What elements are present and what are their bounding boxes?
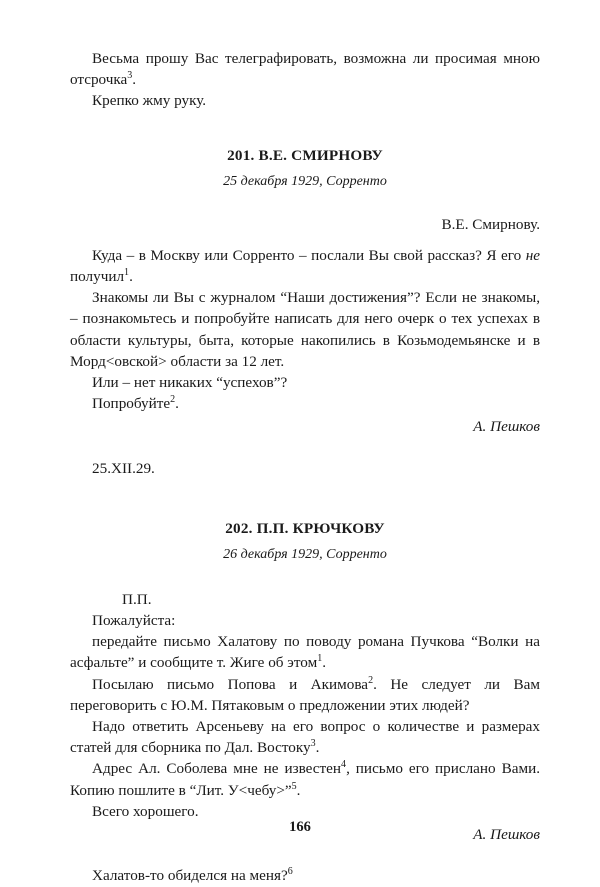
paragraph-201-2	[70, 287, 540, 372]
page-content	[70, 48, 540, 886]
dateline-text: 25.XII.29.	[92, 459, 155, 477]
paragraph-text: Адрес Ал. Соболева мне не известен	[92, 760, 342, 778]
emphasis-text: не	[525, 246, 540, 264]
spacer	[70, 438, 540, 458]
paragraph-text: Халатов-то обиделся на меня?	[92, 867, 288, 885]
paragraph-text: Надо ответить Арсеньеву на его вопрос о количестве и размерах статей для сборника по Дал. Востоку	[70, 718, 540, 757]
page-number: 166	[289, 819, 311, 835]
paragraph-text: Пожалуйста:	[92, 612, 176, 630]
paragraph-text-end: .	[129, 268, 133, 286]
paragraph-tail-1	[70, 48, 540, 90]
paragraph-202-4	[70, 716, 540, 758]
spacer	[70, 565, 540, 589]
paragraph-tail-2	[70, 90, 540, 111]
paragraph-text-end: .	[175, 395, 179, 413]
letter-signature-201: А. Пешков	[473, 418, 540, 436]
paragraph-text: Попробуйте	[92, 395, 171, 413]
letter-dateline-201	[70, 458, 540, 479]
footnote-marker: 4	[341, 759, 347, 771]
paragraph-text: Посылаю письмо Попова и Акимова	[92, 675, 369, 693]
paragraph-text: Или – нет никаких “успехов”?	[92, 374, 288, 392]
footnote-marker-2: 5	[291, 780, 297, 792]
footnote-marker: 2	[170, 394, 176, 406]
paragraph-text-2: . Не следует ли Вам переговорить с Ю.М. Пятаковым о предложении этих людей?	[70, 675, 540, 714]
footnote-marker: 1	[317, 653, 323, 665]
letter-title-202: 202. П.П. КРЮЧКОВУ	[225, 519, 385, 537]
paragraph-text-end: .	[296, 781, 301, 799]
paragraph-text: передайте письмо Халатову по поводу романа Пучкова “Волки на асфальте” и сообщите т. Жиге об этом	[70, 633, 540, 672]
footnote-marker: 3	[127, 70, 133, 82]
paragraph-201-3	[70, 372, 540, 393]
paragraph-text: Знакомы ли Вы с журналом “Наши достижения”? Если не знакомы, – познакомьтесь и попробуйте написать для него очерк о тех успехах в области культуры, быта, которые накопились в Козьмодемьянске и в Морд<овской> области за 12 лет.	[70, 289, 540, 370]
paragraph-text-2: получил	[70, 268, 125, 286]
paragraph-202-3	[70, 674, 540, 716]
spacer	[70, 479, 540, 519]
letter-salutation-202: П.П.	[122, 590, 152, 608]
paragraph-202-2	[70, 631, 540, 673]
spacer	[70, 235, 540, 245]
paragraph-text: Куда – в Москву или Сорренто – послали Вы свой рассказ? Я его	[92, 246, 526, 264]
letter-date-201: 25 декабря 1929, Сорренто	[223, 173, 387, 189]
paragraph-text: Весьма прошу Вас телеграфировать, возможна ли просимая мною отсрочка	[70, 50, 540, 89]
paragraph-text-end: .	[322, 654, 326, 672]
footnote-marker: 2	[368, 674, 374, 686]
paragraph-text: Крепко жму руку.	[92, 92, 207, 110]
footnote-marker: 1	[124, 266, 130, 278]
paragraph-202-postscript	[70, 865, 540, 886]
paragraph-text-end: .	[315, 739, 320, 757]
footnote-marker: 6	[287, 866, 293, 878]
paragraph-text: Всего хорошего.	[92, 802, 199, 820]
letter-date-202: 26 декабря 1929, Сорренто	[223, 546, 387, 562]
footnote-marker: 3	[310, 738, 316, 750]
paragraph-201-4	[70, 393, 540, 414]
paragraph-text-2: , письмо его прислано Вами. Копию пошлите в “Лит. У<чебу>”	[70, 760, 541, 799]
letter-signature-202: А. Пешков	[473, 826, 540, 844]
spacer	[70, 112, 540, 146]
letter-addressee-201: В.Е. Смирнову.	[441, 215, 540, 233]
paragraph-201-1	[70, 245, 540, 287]
spacer	[70, 845, 540, 865]
spacer	[70, 192, 540, 214]
letter-title-201: 201. В.Е. СМИРНОВУ	[227, 146, 383, 164]
paragraph-202-5	[70, 758, 540, 800]
paragraph-text-end: .	[132, 71, 137, 89]
paragraph-202-1	[70, 610, 540, 631]
